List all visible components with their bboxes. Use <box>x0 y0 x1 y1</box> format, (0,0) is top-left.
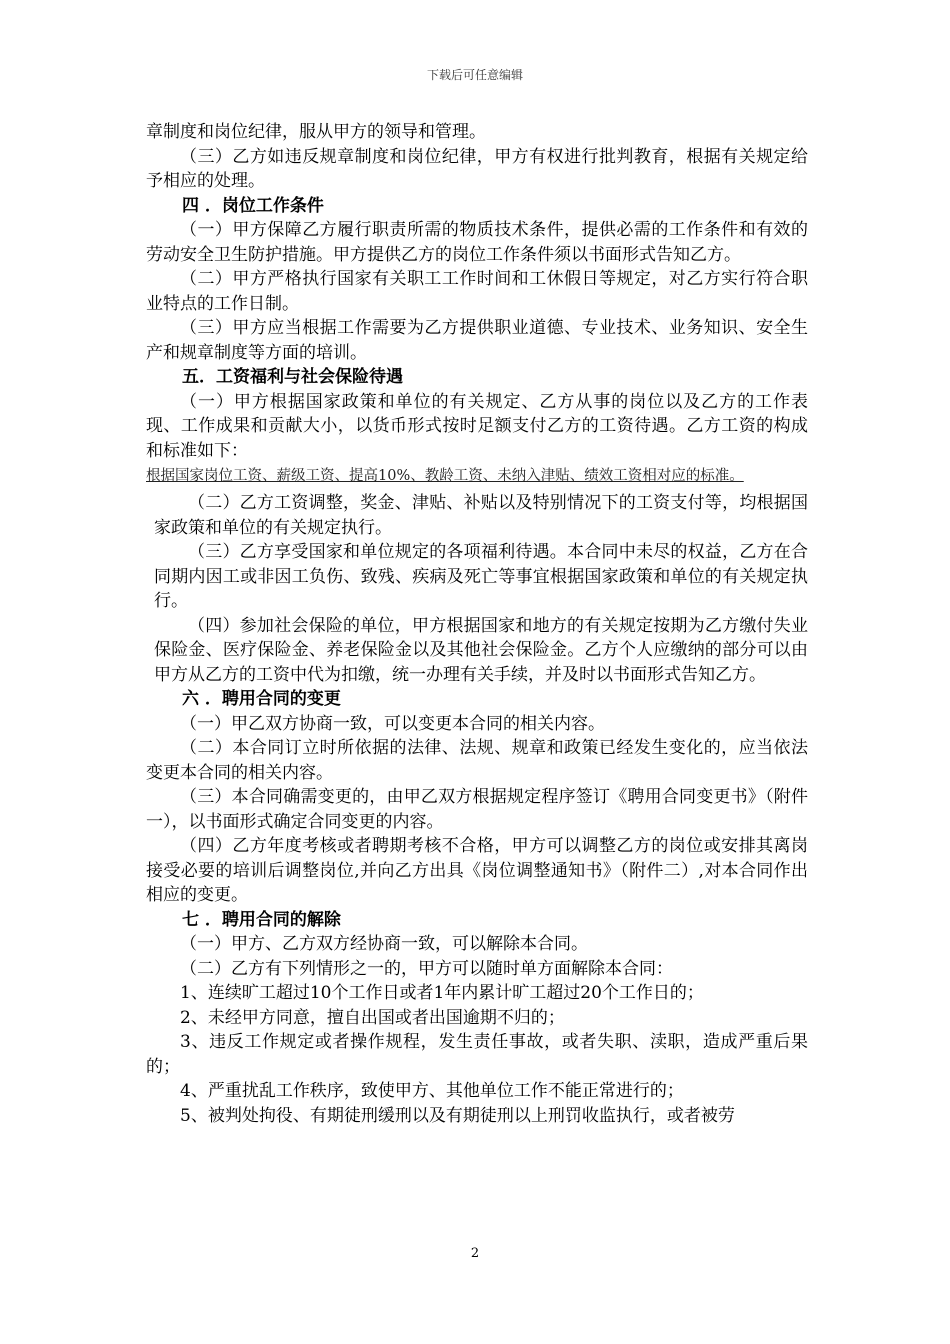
paragraph: 5、被判处拘役、有期徒刑缓刑以及有期徒刑以上刑罚收监执行，或者被劳 <box>180 1105 735 1126</box>
paragraph: 2、未经甲方同意，擅自出国或者出国逾期不归的； <box>180 1007 565 1028</box>
section-heading: 七 ．聘用合同的解除 <box>182 909 341 930</box>
paragraph: 1、连续旷工超过10个工作日或者1年内累计旷工超过20个工作日的； <box>180 983 704 1003</box>
paragraph: （一）甲方根据国家政策和单位的有关规定、乙方从事的岗位以及乙方的工作表现、工作成果和贡献大小，以货币形式按时足额支付乙方的工资待遇。乙方工资的构成和标准如下： <box>146 391 808 461</box>
paragraph: 3、违反工作规定或者操作规程，发生责任事故，或者失职、渎职，造成严重后果的； <box>146 1032 808 1077</box>
paragraph: （一）甲乙双方协商一致，可以变更本合同的相关内容。 <box>180 713 605 734</box>
section-heading: 六 ．聘用合同的变更 <box>182 689 341 709</box>
paragraph: （四）参加社会保险的单位，甲方根据国家和地方的有关规定按期为乙方缴付失业保险金、医疗保险金、养老保险金以及其他社会保险金。乙方个人应缴纳的部分可以由甲方从乙方的工资中代为扣缴，统一办理有关手续，并及时以书面形式告知乙方。 <box>154 615 808 685</box>
paragraph: （四）乙方年度考核或者聘期考核不合格，甲方可以调整乙方的岗位或安排其离岗接受必要的培训后调整岗位,并向乙方出具《岗位调整通知书》（附件二）,对本合同作出相应的变更。 <box>146 836 808 905</box>
paragraph: （三）乙方如违反规章制度和岗位纪律，甲方有权进行批判教育，根据有关规定给予相应的处理。 <box>146 146 808 191</box>
section-heading: 五．工资福利与社会保险待遇 <box>182 367 403 387</box>
paragraph: （二）本合同订立时所依据的法律、法规、规章和政策已经发生变化的，应当依法变更本合同的相关内容。 <box>146 738 808 783</box>
paragraph: （二）乙方工资调整，奖金、津贴、补贴以及特别情况下的工资支付等，均根据国家政策和单位的有关规定执行。 <box>154 493 808 538</box>
filled-blank-text: 根据国家岗位工资、薪级工资、提高10%、教龄工资、未纳入津贴、绩效工资相对应的标准。 <box>146 468 744 484</box>
page-header-note: 下载后可任意编辑 <box>426 68 523 82</box>
paragraph: （二）乙方有下列情形之一的，甲方可以随时单方面解除本合同： <box>180 958 673 979</box>
page-number: 2 <box>470 1246 480 1261</box>
document-body <box>146 120 808 1128</box>
paragraph: （二）甲方严格执行国家有关职工工作时间和工休假日等规定，对乙方实行符合职业特点的工作日制。 <box>146 269 808 314</box>
paragraph: （一）甲方保障乙方履行职责所需的物质技术条件，提供必需的工作条件和有效的劳动安全卫生防护措施。甲方提供乙方的岗位工作条件须以书面形式告知乙方。 <box>146 220 808 265</box>
paragraph: （三）乙方享受国家和单位规定的各项福利待遇。本合同中未尽的权益，乙方在合同期内因工或非因工负伤、致残、疾病及死亡等事宜根据国家政策和单位的有关规定执行。 <box>154 542 808 611</box>
paragraph: 章制度和岗位纪律，服从甲方的领导和管理。 <box>146 122 486 142</box>
paragraph: （一）甲方、乙方双方经协商一致，可以解除本合同。 <box>180 934 588 954</box>
paragraph: 4、严重扰乱工作秩序，致使甲方、其他单位工作不能正常进行的； <box>180 1081 684 1101</box>
paragraph: （三）甲方应当根据工作需要为乙方提供职业道德、专业技术、业务知识、安全生产和规章制度等方面的培训。 <box>146 318 808 363</box>
paragraph: （三）本合同确需变更的，由甲乙双方根据规定程序签订《聘用合同变更书》（附件一），以书面形式确定合同变更的内容。 <box>146 787 808 832</box>
section-heading: 四 ．岗位工作条件 <box>182 195 324 216</box>
